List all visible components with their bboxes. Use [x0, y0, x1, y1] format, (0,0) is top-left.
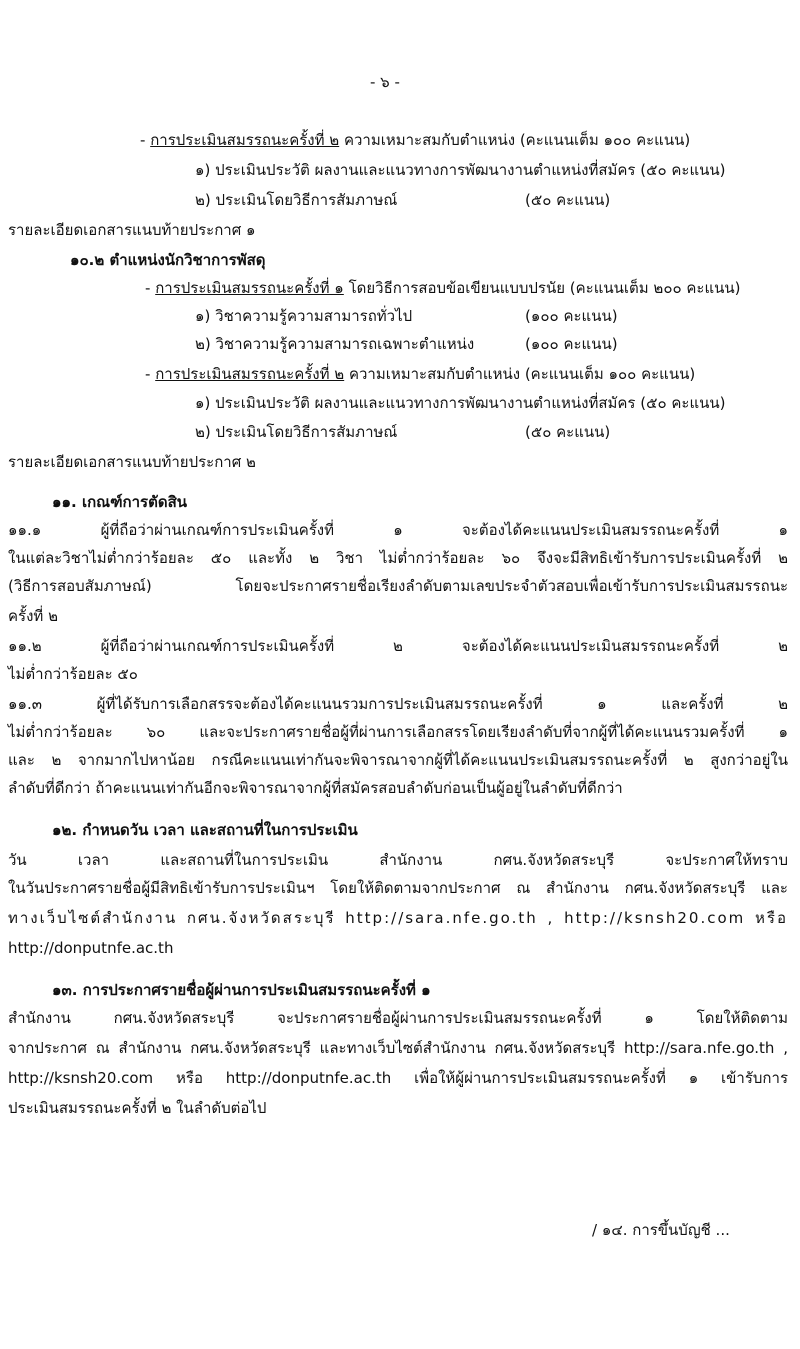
assessment-2-heading: การประเมินสมรรถนะครั้งที่ ๒ [150, 131, 340, 149]
s11-3-line-1: ๑๑.๓ ผู้ที่ได้รับการเลือกสรรจะต้องได้คะแนนรวมการประเมินสมรรถนะครั้งที่ ๑ และครั้งที่ ๒ [8, 695, 788, 713]
assessment-2-item-2-score: (๕๐ คะแนน) [525, 191, 611, 209]
assessment-2-line: - การประเมินสมรรถนะครั้งที่ ๒ ความเหมาะสมกับตำแหน่ง (คะแนนเต็ม ๑๐๐ คะแนน) [140, 131, 691, 149]
s11-1-line-1: ๑๑.๑ ผู้ที่ถือว่าผ่านเกณฑ์การประเมินครั้งที่ ๑ จะต้องได้คะแนนประเมินสมรรถนะครั้งที่ ๑ [8, 521, 788, 539]
assessment-2-item-1: ๑) ประเมินประวัติ ผลงานและแนวทางการพัฒนางานตำแหน่งที่สมัคร (๕๐ คะแนน) [195, 161, 726, 179]
s11-3-line-4: ลำดับที่ดีกว่า ถ้าคะแนนเท่ากันอีกจะพิจารณาจากผู้ที่สมัครสอบลำดับก่อนเป็นผู้อยู่ในลำดับที่ดีกว่า [8, 779, 623, 797]
s11-1-line-4: ครั้งที่ ๒ [8, 607, 58, 625]
s11-1-line-2: ในแต่ละวิชาไม่ต่ำกว่าร้อยละ ๕๐ และทั้ง ๒ วิชา ไม่ต่ำกว่าร้อยละ ๖๐ จึงจะมีสิทธิเข้ารับการประเมินครั้งที่ ๒ [8, 549, 788, 567]
page-number: - ๖ - [370, 73, 400, 91]
s12-line-1: วัน เวลา และสถานที่ในการประเมิน สำนักงาน กศน.จังหวัดสระบุรี จะประกาศให้ทราบ [8, 851, 788, 869]
s10-2-a2-item-2-score: (๕๐ คะแนน) [525, 423, 611, 441]
s10-2-a2-item-2: ๒) ประเมินโดยวิธีการสัมภาษณ์ [195, 423, 398, 441]
s11-2-line-1: ๑๑.๒ ผู้ที่ถือว่าผ่านเกณฑ์การประเมินครั้งที่ ๒ จะต้องได้คะแนนประเมินสมรรถนะครั้งที่ ๒ [8, 637, 788, 655]
s10-2-assessment-2-line: - การประเมินสมรรถนะครั้งที่ ๒ ความเหมาะสมกับตำแหน่ง (คะแนนเต็ม ๑๐๐ คะแนน) [145, 365, 696, 383]
s10-2-a1-item-2-score: (๑๐๐ คะแนน) [525, 335, 618, 353]
s10-2-a1-item-1-score: (๑๐๐ คะแนน) [525, 307, 618, 325]
s13-line-3: http://ksnsh20.com หรือ http://donputnfe.ac.th เพื่อให้ผู้ผ่านการประเมินสมรรถนะครั้งที่ ๑ เข้ารับการ [8, 1069, 788, 1087]
s12-line-3: ทางเว็บไซต์สำนักงาน กศน.จังหวัดสระบุรี http://sara.nfe.go.th , http://ksnsh20.com หรือ [8, 909, 788, 927]
s10-2-a2-item-1: ๑) ประเมินประวัติ ผลงานและแนวทางการพัฒนางานตำแหน่งที่สมัคร (๕๐ คะแนน) [195, 394, 726, 412]
section-12-heading: ๑๒. กำหนดวัน เวลา และสถานที่ในการประเมิน [52, 821, 358, 839]
s11-3-line-3: และ ๒ จากมากไปหาน้อย กรณีคะแนนเท่ากันจะพิจารณาจากผู้ที่ได้คะแนนประเมินสมรรถนะครั้งที่ ๒ สูงกว่าอยู่ใน [8, 751, 788, 769]
section-11-heading: ๑๑. เกณฑ์การตัดสิน [52, 493, 187, 511]
attachment-note-1: รายละเอียดเอกสารแนบท้ายประกาศ ๑ [8, 221, 256, 239]
assessment-2-item-2: ๒) ประเมินโดยวิธีการสัมภาษณ์ [195, 191, 398, 209]
s13-line-4: ประเมินสมรรถนะครั้งที่ ๒ ในลำดับต่อไป [8, 1099, 267, 1117]
s12-line-4: http://donputnfe.ac.th [8, 939, 174, 957]
s11-1-line-3: (วิธีการสอบสัมภาษณ์) โดยจะประกาศรายชื่อเรียงลำดับตามเลขประจำตัวสอบเพื่อเข้ารับการประเมินสมรรถนะ [8, 577, 788, 595]
s10-2-a1-item-2: ๒) วิชาความรู้ความสามารถเฉพาะตำแหน่ง [195, 335, 475, 353]
s11-3-line-2: ไม่ต่ำกว่าร้อยละ ๖๐ และจะประกาศรายชื่อผู้ที่ผ่านการเลือกสรรโดยเรียงลำดับที่จากผู้ที่ได้คะแนนรวมครั้งที่ ๑ [8, 723, 788, 741]
s10-2-assessment-1-heading: การประเมินสมรรถนะครั้งที่ ๑ [155, 279, 344, 297]
section-13-heading: ๑๓. การประกาศรายชื่อผู้ผ่านการประเมินสมรรถนะครั้งที่ ๑ [52, 981, 431, 999]
s10-2-a1-item-1: ๑) วิชาความรู้ความสามารถทั่วไป [195, 307, 413, 325]
s10-2-assessment-1-line: - การประเมินสมรรถนะครั้งที่ ๑ โดยวิธีการสอบข้อเขียนแบบปรนัย (คะแนนเต็ม ๒๐๐ คะแนน) [145, 279, 741, 297]
s12-line-2: ในวันประกาศรายชื่อผู้มีสิทธิเข้ารับการประเมินฯ โดยให้ติดตามจากประกาศ ณ สำนักงาน กศน.จังหวัดสระบุรี และ [8, 879, 788, 897]
s10-2-assessment-2-heading: การประเมินสมรรถนะครั้งที่ ๒ [155, 365, 345, 383]
s13-line-2: จากประกาศ ณ สำนักงาน กศน.จังหวัดสระบุรี และทางเว็บไซต์สำนักงาน กศน.จังหวัดสระบุรี http://sara.nfe.go.th , [8, 1039, 788, 1057]
section-10-2-heading: ๑๐.๒ ตำแหน่งนักวิชาการพัสดุ [70, 251, 266, 269]
s13-line-1: สำนักงาน กศน.จังหวัดสระบุรี จะประกาศรายชื่อผู้ผ่านการประเมินสมรรถนะครั้งที่ ๑ โดยให้ติดตาม [8, 1009, 788, 1027]
continuation-note: / ๑๔. การขึ้นบัญชี ... [592, 1221, 730, 1239]
s11-2-line-2: ไม่ต่ำกว่าร้อยละ ๕๐ [8, 665, 138, 683]
attachment-note-2: รายละเอียดเอกสารแนบท้ายประกาศ ๒ [8, 453, 256, 471]
